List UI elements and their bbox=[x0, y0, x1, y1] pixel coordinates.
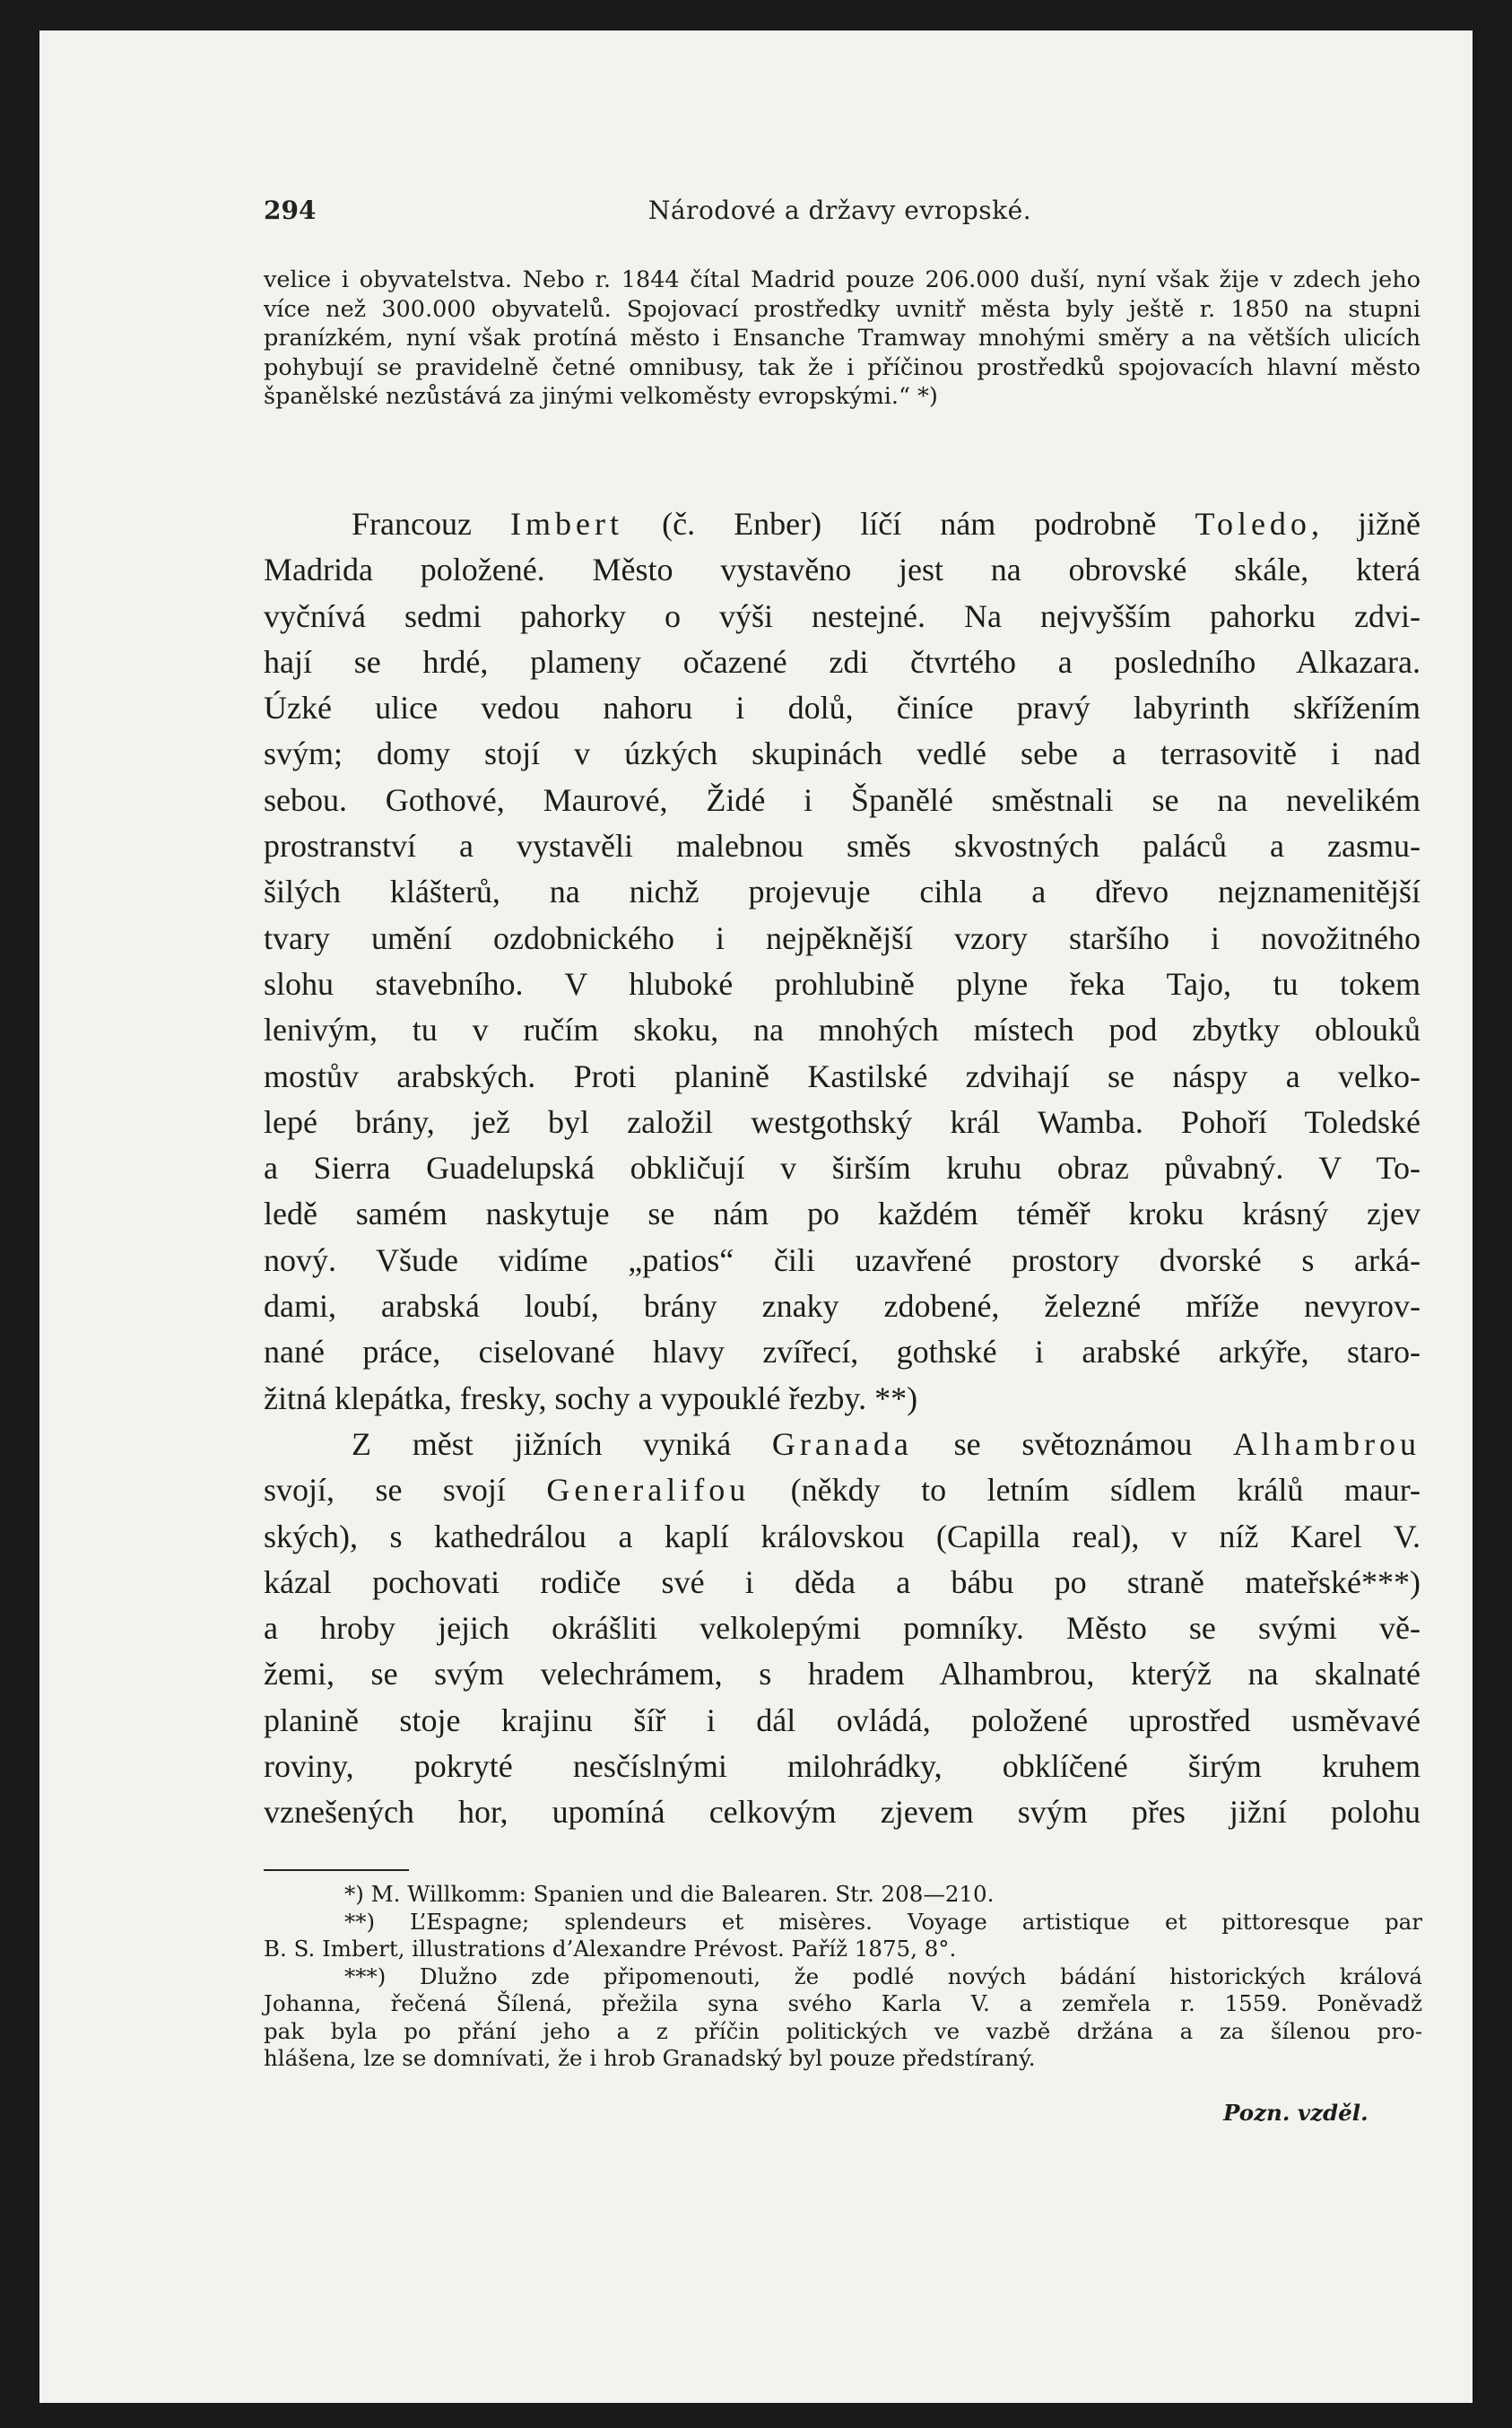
text-line: svým; domy stojí v úzkých skupinách vedlé sebe a terrasovitě i nad bbox=[264, 735, 1421, 772]
text-line: ledě samém naskytuje se nám po každém téměř kroku krásný zjev bbox=[264, 1196, 1421, 1232]
text-line: lepé brány, jež byl založil westgothský král Wamba. Pohoří Toledské bbox=[264, 1103, 1421, 1140]
footnote-3-line: pak byla po přání jeho a z příčin politických ve vazbě držána a za šílenou pro- bbox=[264, 2017, 1422, 2044]
footnote-rule bbox=[264, 1869, 409, 1871]
paragraph-granada bbox=[264, 1422, 1421, 1836]
text-line: lenivým, tu v ručím skoku, na mnohých místech pod zbytky oblouků bbox=[264, 1012, 1421, 1049]
text-line: a Sierra Guadelupská obkličují v širším kruhu obraz půvabný. V To- bbox=[264, 1150, 1421, 1187]
name-granada: Granada bbox=[771, 1425, 913, 1462]
book-page bbox=[39, 30, 1473, 2403]
text-line: hají se hrdé, plameny očazené zdi čtvrtého a posledního Alkazara. bbox=[264, 643, 1421, 680]
text-line: žemi, se svým velechrámem, s hradem Alhambrou, kterýž na skalnaté bbox=[264, 1656, 1421, 1693]
footnote-signature: Pozn. vzděl. bbox=[1223, 2100, 1369, 2126]
footnote-3-line: ***) Dlužno zde připomenouti, že podlé nových bádání historických králová bbox=[344, 1962, 1422, 1989]
intro-quote: velice i obyvatelstva. Nebo r. 1844 čítal Madrid pouze 206.000 duší, nyní však žije v zdech jeho více než 300.000 obyvatelů. Spojovací prostředky uvnitř města byly ještě r. 1850 na stupni pranízkém, nyní však protíná město i Ensanche Tramway mnohými směry a na větších ulicích pohybují se pravidelně četné omnibusy, tak že i příčinou prostředků spojovacích hlavní město španělské nezůstává za jinými velkoměsty evropskými.“ *) bbox=[264, 266, 1421, 410]
text-line: Madrida položené. Město vystavěno jest na obrovské skále, která bbox=[264, 552, 1421, 588]
text-line: vznešených hor, upomíná celkovým zjevem svým přes jižní polohu bbox=[264, 1794, 1421, 1831]
text-line: vyčnívá sedmi pahorky o výši nestejné. Na nejvyšším pahorku zdvi- bbox=[264, 597, 1421, 634]
text-line: Francouz Imbert (č. Enber) líčí nám podrobně Toledo, jižně bbox=[352, 506, 1421, 542]
name-alhambrou: Alhambrou bbox=[1233, 1425, 1421, 1462]
text-line: planině stoje krajinu šíř i dál ovládá, položené uprostřed usměvavé bbox=[264, 1701, 1421, 1738]
text-line: šilých klášterů, na nichž projevuje cihla a dřevo nejznamenitější bbox=[264, 874, 1421, 910]
text-line: žitná klepátka, fresky, sochy a vypouklé řezby. **) bbox=[264, 1379, 918, 1416]
footnote-3-line: hlášena, lze se domnívati, že i hrob Granadský byl pouze předstíraný. bbox=[264, 2045, 1036, 2071]
text-line: dami, arabská loubí, brány znaky zdobené, železné mříže nevyrov- bbox=[264, 1288, 1421, 1325]
text-line: nový. Všude vidíme „patios“ čili uzavřené prostory dvorské s arká- bbox=[264, 1241, 1421, 1278]
footnote-1: *) M. Willkomm: Spanien und die Balearen. Str. 208—210. bbox=[344, 1881, 995, 1907]
name-generalifou: Generalifou bbox=[546, 1472, 751, 1509]
page-header bbox=[264, 183, 1416, 237]
text-line: mostův arabských. Proti planině Kastilské zdvihají se náspy a velko- bbox=[264, 1057, 1421, 1094]
name-imbert: Imbert bbox=[510, 506, 624, 542]
text-line: ských), s kathedrálou a kaplí královskou (Capilla real), v níž Karel V. bbox=[264, 1518, 1421, 1554]
text-line: a hroby jejich okrášliti velkolepými pomníky. Město se svými vě- bbox=[264, 1610, 1421, 1647]
text-line: Úzké ulice vedou nahoru i dolů, činíce pravý labyrinth skřížením bbox=[264, 690, 1421, 727]
text-line: svojí, se svojí Generalifou (někdy to letním sídlem králů maur- bbox=[264, 1472, 1421, 1509]
text-line: Z měst jižních vyniká Granada se světoznámou Alhambrou bbox=[352, 1425, 1421, 1462]
page-number: 294 bbox=[264, 196, 317, 225]
text-line: nané práce, ciselované hlavy zvířecí, gothské i arabské arkýře, staro- bbox=[264, 1334, 1421, 1371]
text-line: slohu stavebního. V hluboké prohlubině plyne řeka Tajo, tu tokem bbox=[264, 965, 1421, 1002]
footnote-2-line: **) L’Espagne; splendeurs et misères. Voyage artistique et pittoresque par bbox=[344, 1908, 1422, 1935]
name-toledo: Toledo bbox=[1195, 506, 1311, 542]
paragraph-toledo bbox=[264, 501, 1421, 1422]
footnote-3-line: Johanna, řečená Šílená, přežila syna svého Karla V. a zemřela r. 1559. Poněvadž bbox=[264, 1990, 1422, 2016]
main-text bbox=[264, 501, 1421, 1836]
footnotes bbox=[264, 1881, 1422, 2073]
text-line: prostranství a vystavěli malebnou směs skvostných paláců a zasmu- bbox=[264, 828, 1421, 865]
footnote-2-line: B. S. Imbert, illustrations d’Alexandre Prévost. Paříž 1875, 8°. bbox=[264, 1936, 957, 1962]
running-title: Národové a državy evropské. bbox=[647, 196, 1032, 225]
text-line: sebou. Gothové, Maurové, Židé i Španělé směstnali se na nevelikém bbox=[264, 781, 1421, 818]
text-line: tvary umění ozdobnického i nejpěknější vzory staršího i novožitného bbox=[264, 919, 1421, 956]
text-line: kázal pochovati rodiče své i děda a bábu po straně mateřské***) bbox=[264, 1563, 1421, 1600]
text-line: roviny, pokryté nesčíslnými milohrádky, obklíčené širým kruhem bbox=[264, 1748, 1421, 1785]
